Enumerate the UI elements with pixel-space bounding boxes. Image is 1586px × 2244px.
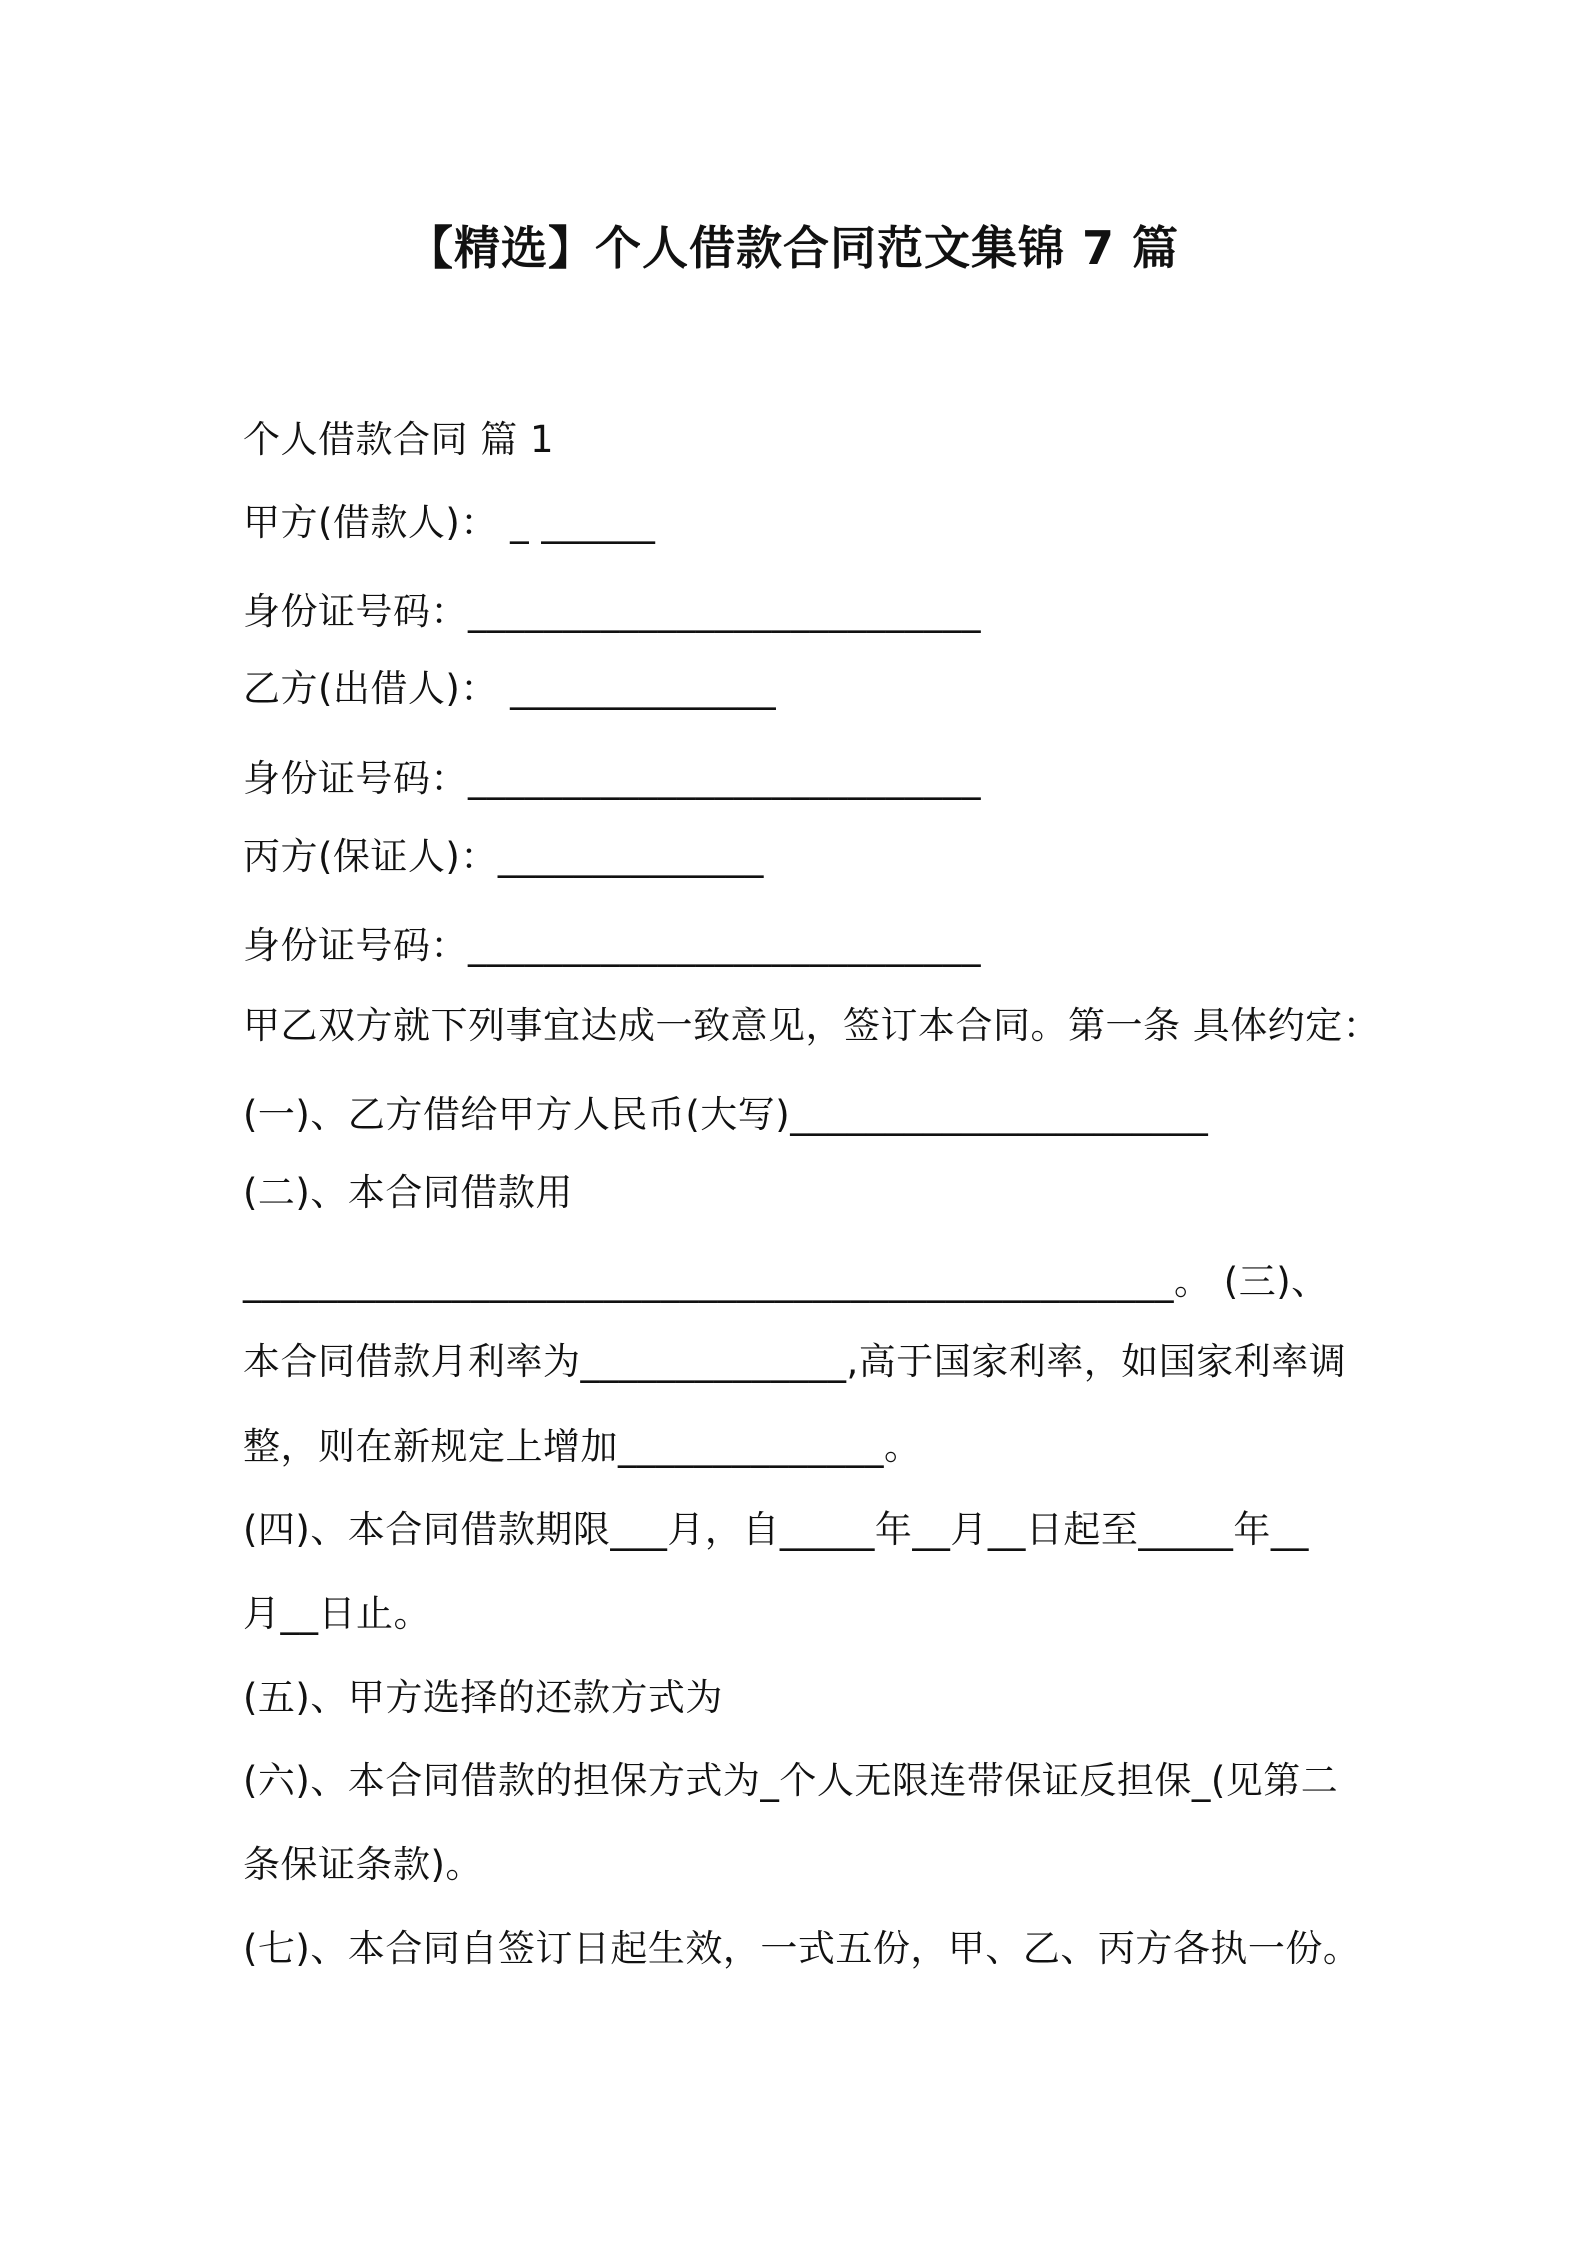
clause-7-line: (七)、本合同自签订日起生效，一式五份，甲、乙、丙方各执一份。: [243, 1927, 1361, 1970]
party-c-id-line: 身份证号码：___________________________: [243, 924, 981, 967]
clause-4-line: (四)、本合同借款期限___月，自_____年__月__日起至_____年__: [243, 1508, 1309, 1551]
clause-6-line: (六)、本合同借款的担保方式为_个人无限连带保证反担保_(见第二: [243, 1759, 1339, 1802]
party-c-line: 丙方(保证人)：______________: [243, 835, 764, 878]
clause-4-continued-line: 月__日止。: [243, 1592, 431, 1635]
party-a-line: 甲方(借款人)： _ ______: [243, 501, 656, 544]
party-b-id-line: 身份证号码：___________________________: [243, 757, 981, 800]
party-b-line: 乙方(出借人)： ______________: [243, 667, 777, 710]
clause-3-line: 本合同借款月利率为______________,高于国家利率，如国家利率调: [243, 1340, 1347, 1383]
clause-1-line: (一)、乙方借给甲方人民币(大写)______________________: [243, 1093, 1209, 1136]
clause-6-continued-line: 条保证条款)。: [243, 1843, 483, 1886]
party-a-id-line: 身份证号码：___________________________: [243, 590, 981, 633]
clause-3-continued-line: 整，则在新规定上增加______________。: [243, 1425, 922, 1468]
clause-2-line: (二)、本合同借款用: [243, 1171, 573, 1214]
clause-5-line: (五)、甲方选择的还款方式为: [243, 1676, 723, 1719]
clause-2-blank-line: _________________________________________________。 (三)、: [243, 1260, 1329, 1303]
agreement-intro-line: 甲乙双方就下列事宜达成一致意见，签订本合同。第一条 具体约定：: [243, 1004, 1381, 1047]
section-heading: 个人借款合同 篇 1: [243, 418, 555, 461]
document-title: 【精选】个人借款合同范文集锦 7 篇: [406, 221, 1180, 275]
